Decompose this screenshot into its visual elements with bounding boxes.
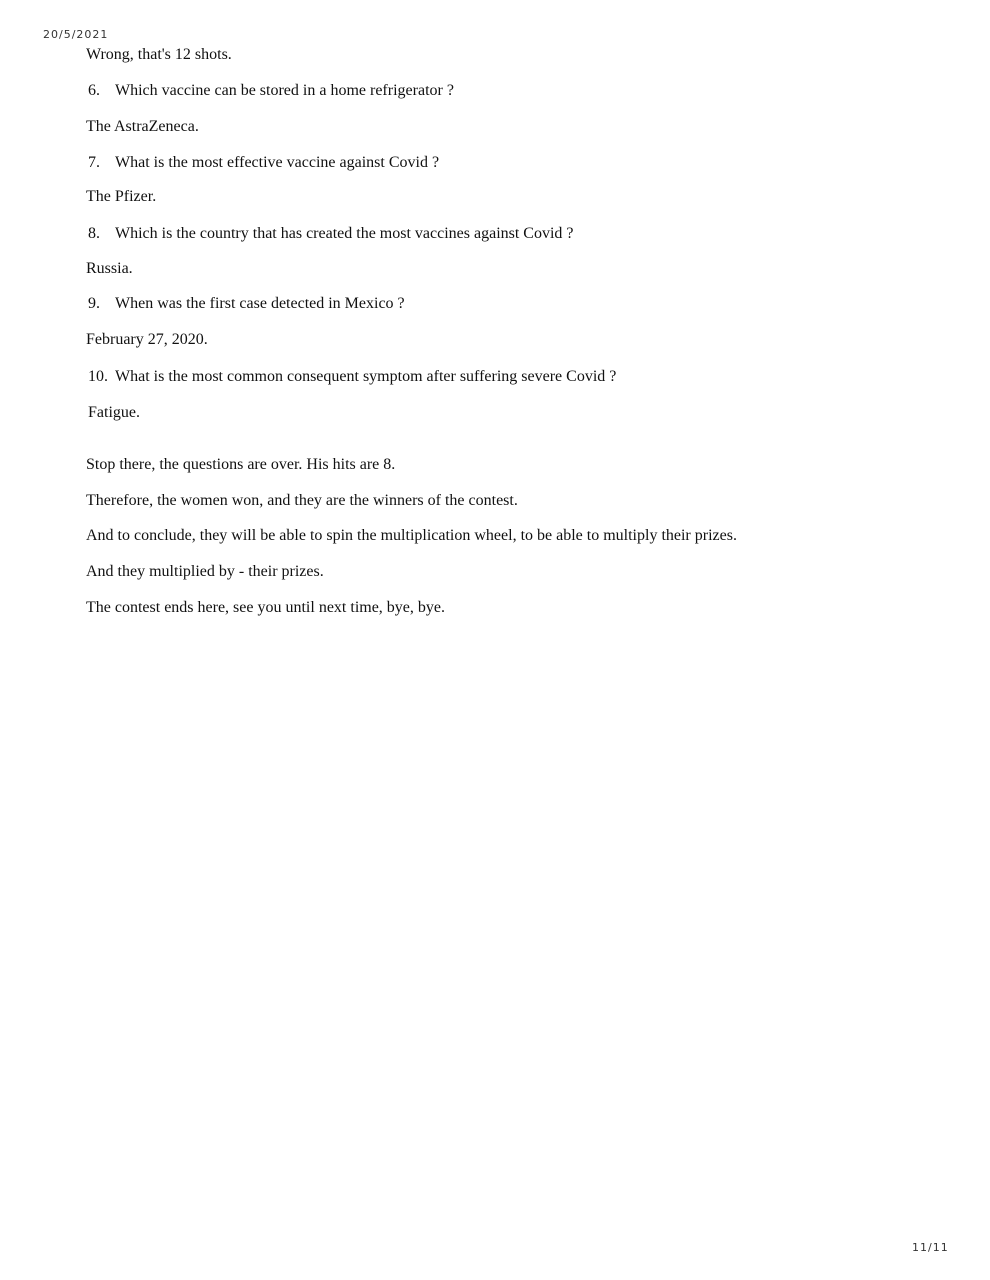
answer-9: February 27, 2020. — [86, 331, 208, 348]
answer-7: The Pfizer. — [86, 188, 157, 205]
question-text: When was the first case detected in Mexico ? — [115, 295, 405, 312]
question-10 — [88, 367, 616, 387]
answer-8: Russia. — [86, 260, 133, 277]
closing-line-2: Therefore, the women won, and they are the winners of the contest. — [86, 492, 518, 509]
intro-answer: Wrong, that's 12 shots. — [86, 46, 232, 63]
closing-line-3: And to conclude, they will be able to spin the multiplication wheel, to be able to multiply their prizes. — [86, 527, 737, 544]
question-7 — [88, 153, 439, 173]
closing-line-1: Stop there, the questions are over. His hits are 8. — [86, 456, 396, 473]
question-text: Which is the country that has created the most vaccines against Covid ? — [115, 225, 574, 242]
answer-6: The AstraZeneca. — [86, 118, 199, 135]
question-text: Which vaccine can be stored in a home refrigerator ? — [115, 82, 454, 99]
question-text: What is the most effective vaccine against Covid ? — [115, 154, 440, 171]
question-6 — [88, 81, 454, 101]
closing-line-5: The contest ends here, see you until next time, bye, bye. — [86, 599, 446, 616]
closing-line-4: And they multiplied by - their prizes. — [86, 563, 324, 580]
page-date: 20/5/2021 — [43, 28, 109, 41]
question-number: 8. — [88, 225, 100, 242]
question-text: What is the most common consequent symptom after suffering severe Covid ? — [115, 368, 617, 385]
page-number: 11/11 — [912, 1241, 949, 1254]
question-number: 10. — [88, 368, 108, 385]
question-number: 7. — [88, 154, 100, 171]
question-9 — [88, 294, 405, 314]
question-8 — [88, 224, 574, 244]
question-number: 9. — [88, 295, 100, 312]
answer-10: Fatigue. — [88, 404, 140, 421]
question-number: 6. — [88, 82, 100, 99]
